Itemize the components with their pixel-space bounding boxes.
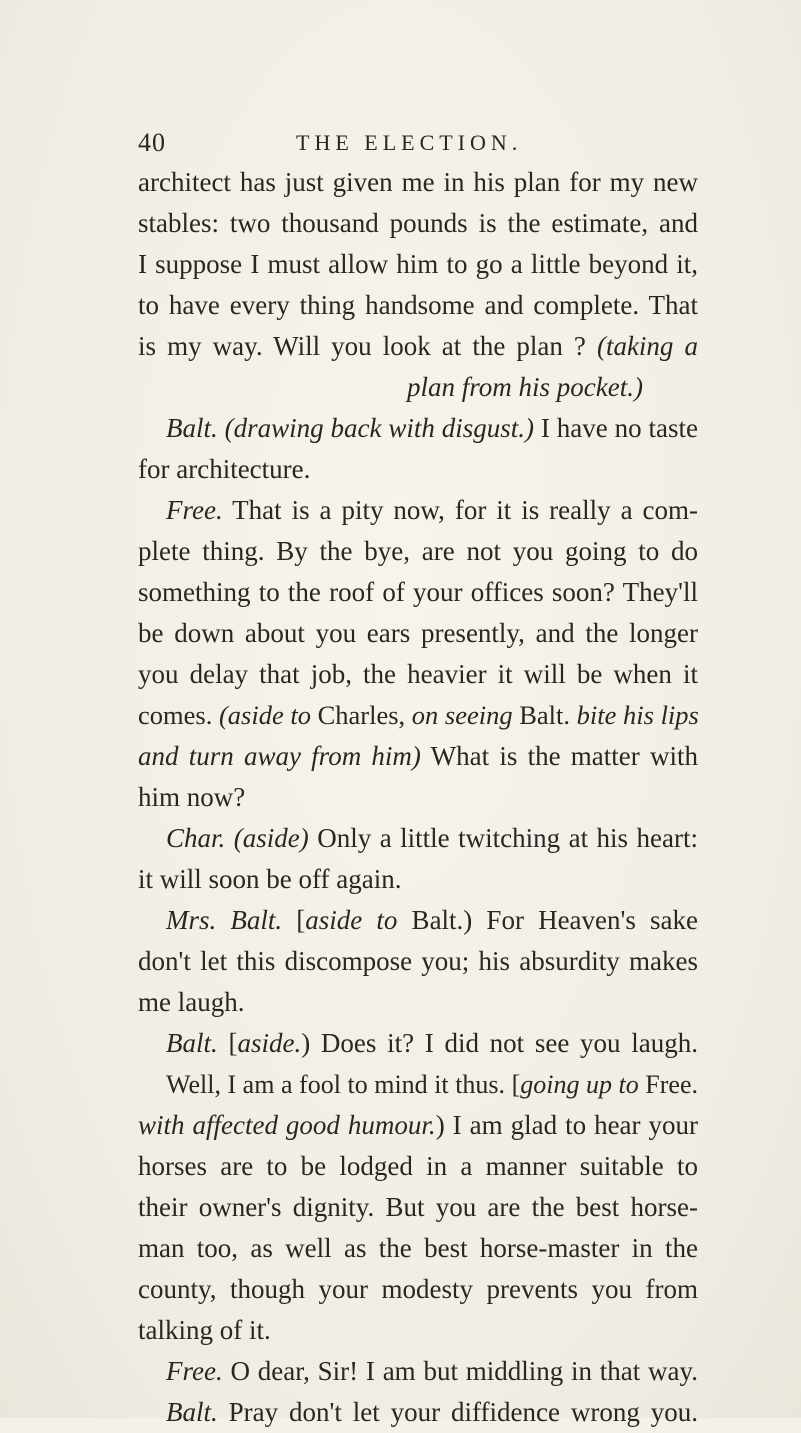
text-line	[138, 818, 698, 859]
text-segment: Well, I am a fool to mind it thus. [	[166, 1070, 521, 1099]
italic-text: and turn away from him)	[138, 741, 421, 771]
text-segment: you delay that job, the heavier it will be when it	[138, 659, 698, 689]
italic-text: with affected good humour.	[138, 1110, 436, 1140]
text-segment: their owner's dignity. But you are the best horse-	[138, 1192, 698, 1222]
text-segment: to have every thing handsome and complete. That	[138, 290, 698, 320]
text-line	[138, 572, 698, 613]
italic-text: Char. (aside)	[166, 823, 309, 853]
italic-text: (aside to	[218, 700, 311, 730]
text-line	[138, 1105, 698, 1146]
italic-text: on seeing	[411, 700, 513, 730]
italic-text: plan from his pocket.)	[407, 372, 643, 402]
text-line	[138, 695, 698, 736]
text-segment: [	[217, 1028, 238, 1058]
italic-text: (taking a	[596, 331, 698, 361]
text-segment: it will soon be off again.	[138, 864, 402, 894]
italic-text: Free.	[166, 1356, 223, 1386]
text-line	[138, 244, 698, 285]
text-line	[138, 1228, 698, 1269]
text-segment: Only a little twitching at his heart:	[308, 823, 699, 853]
text-segment: for architecture.	[138, 454, 311, 484]
text-segment: don't let this discompose you; his absurdity makes	[138, 946, 698, 976]
text-segment: Free.	[638, 1070, 698, 1099]
text-segment: [	[282, 905, 306, 935]
text-segment: be down about you ears presently, and the longer	[138, 618, 698, 648]
text-line	[138, 736, 698, 777]
text-line	[138, 1146, 698, 1187]
text-line	[138, 982, 698, 1023]
text-segment: I suppose I must allow him to go a little beyond it,	[138, 249, 698, 279]
text-line	[138, 531, 698, 572]
text-line	[138, 162, 698, 203]
text-line	[138, 654, 698, 695]
text-segment: horses are to be lodged in a manner suitable to	[138, 1151, 698, 1181]
text-segment: O dear, Sir! I am but middling in that way.	[222, 1356, 698, 1386]
italic-text: Mrs. Balt.	[166, 905, 283, 935]
text-line	[138, 285, 698, 326]
text-segment: comes.	[138, 700, 219, 730]
text-line	[138, 613, 698, 654]
text-line	[138, 449, 698, 490]
text-segment: talking of it.	[138, 1315, 271, 1345]
page-header	[138, 128, 698, 158]
text-line	[138, 777, 698, 818]
italic-text: going up to	[520, 1070, 639, 1099]
text-segment: something to the roof of your offices soon? They'll	[138, 577, 698, 607]
text-segment: ) Does it? I did not see you laugh.	[301, 1028, 698, 1058]
italic-text: aside.	[237, 1028, 302, 1058]
italic-text: Balt.	[166, 1028, 218, 1058]
text-line	[138, 203, 698, 244]
text-segment: Balt.	[512, 700, 577, 730]
text-line	[138, 1269, 698, 1310]
text-segment: I have no taste	[534, 413, 698, 443]
text-line	[138, 859, 698, 900]
italic-text: Balt. (drawing back with disgust.)	[166, 413, 535, 443]
text-segment: is my way. Will you look at the plan ?	[138, 331, 597, 361]
text-segment: architect has just given me in his plan for my new	[138, 167, 698, 197]
text-line	[138, 326, 698, 367]
italic-text: bite his lips	[576, 700, 699, 730]
running-head: THE ELECTION.	[296, 130, 523, 155]
text-segment: Balt.) For Heaven's sake	[397, 905, 698, 935]
text-line	[138, 900, 698, 941]
text-segment: plete thing. By the bye, are not you going to do	[138, 536, 698, 566]
text-segment: county, though your modesty prevents you from	[138, 1274, 698, 1304]
italic-text: Free.	[166, 495, 223, 525]
text-line	[138, 490, 698, 531]
italic-text: Balt.	[166, 1397, 218, 1427]
page-number: 40	[138, 128, 166, 157]
italic-text: aside to	[305, 905, 398, 935]
text-line	[138, 1392, 698, 1433]
text-line	[138, 1023, 698, 1064]
text-line	[138, 1310, 698, 1351]
text-line	[138, 1064, 698, 1105]
text-line	[138, 1351, 698, 1392]
text-segment: ) I am glad to hear your	[435, 1110, 698, 1140]
text-line	[138, 367, 698, 408]
text-segment: me laugh.	[138, 987, 245, 1017]
text-segment: stables: two thousand pounds is the estimate, and	[138, 208, 698, 238]
text-segment: Pray don't let your diffidence wrong you.	[217, 1397, 698, 1427]
text-segment: That is a pity now, for it is really a com-	[222, 495, 698, 525]
text-segment: Charles,	[310, 700, 412, 730]
body-text	[138, 162, 698, 1433]
text-line	[138, 1187, 698, 1228]
text-line	[138, 941, 698, 982]
text-segment: man too, as well as the best horse-master in the	[138, 1233, 698, 1263]
text-segment: What is the matter with	[420, 741, 698, 771]
text-line	[138, 408, 698, 449]
text-segment: him now?	[138, 782, 246, 812]
